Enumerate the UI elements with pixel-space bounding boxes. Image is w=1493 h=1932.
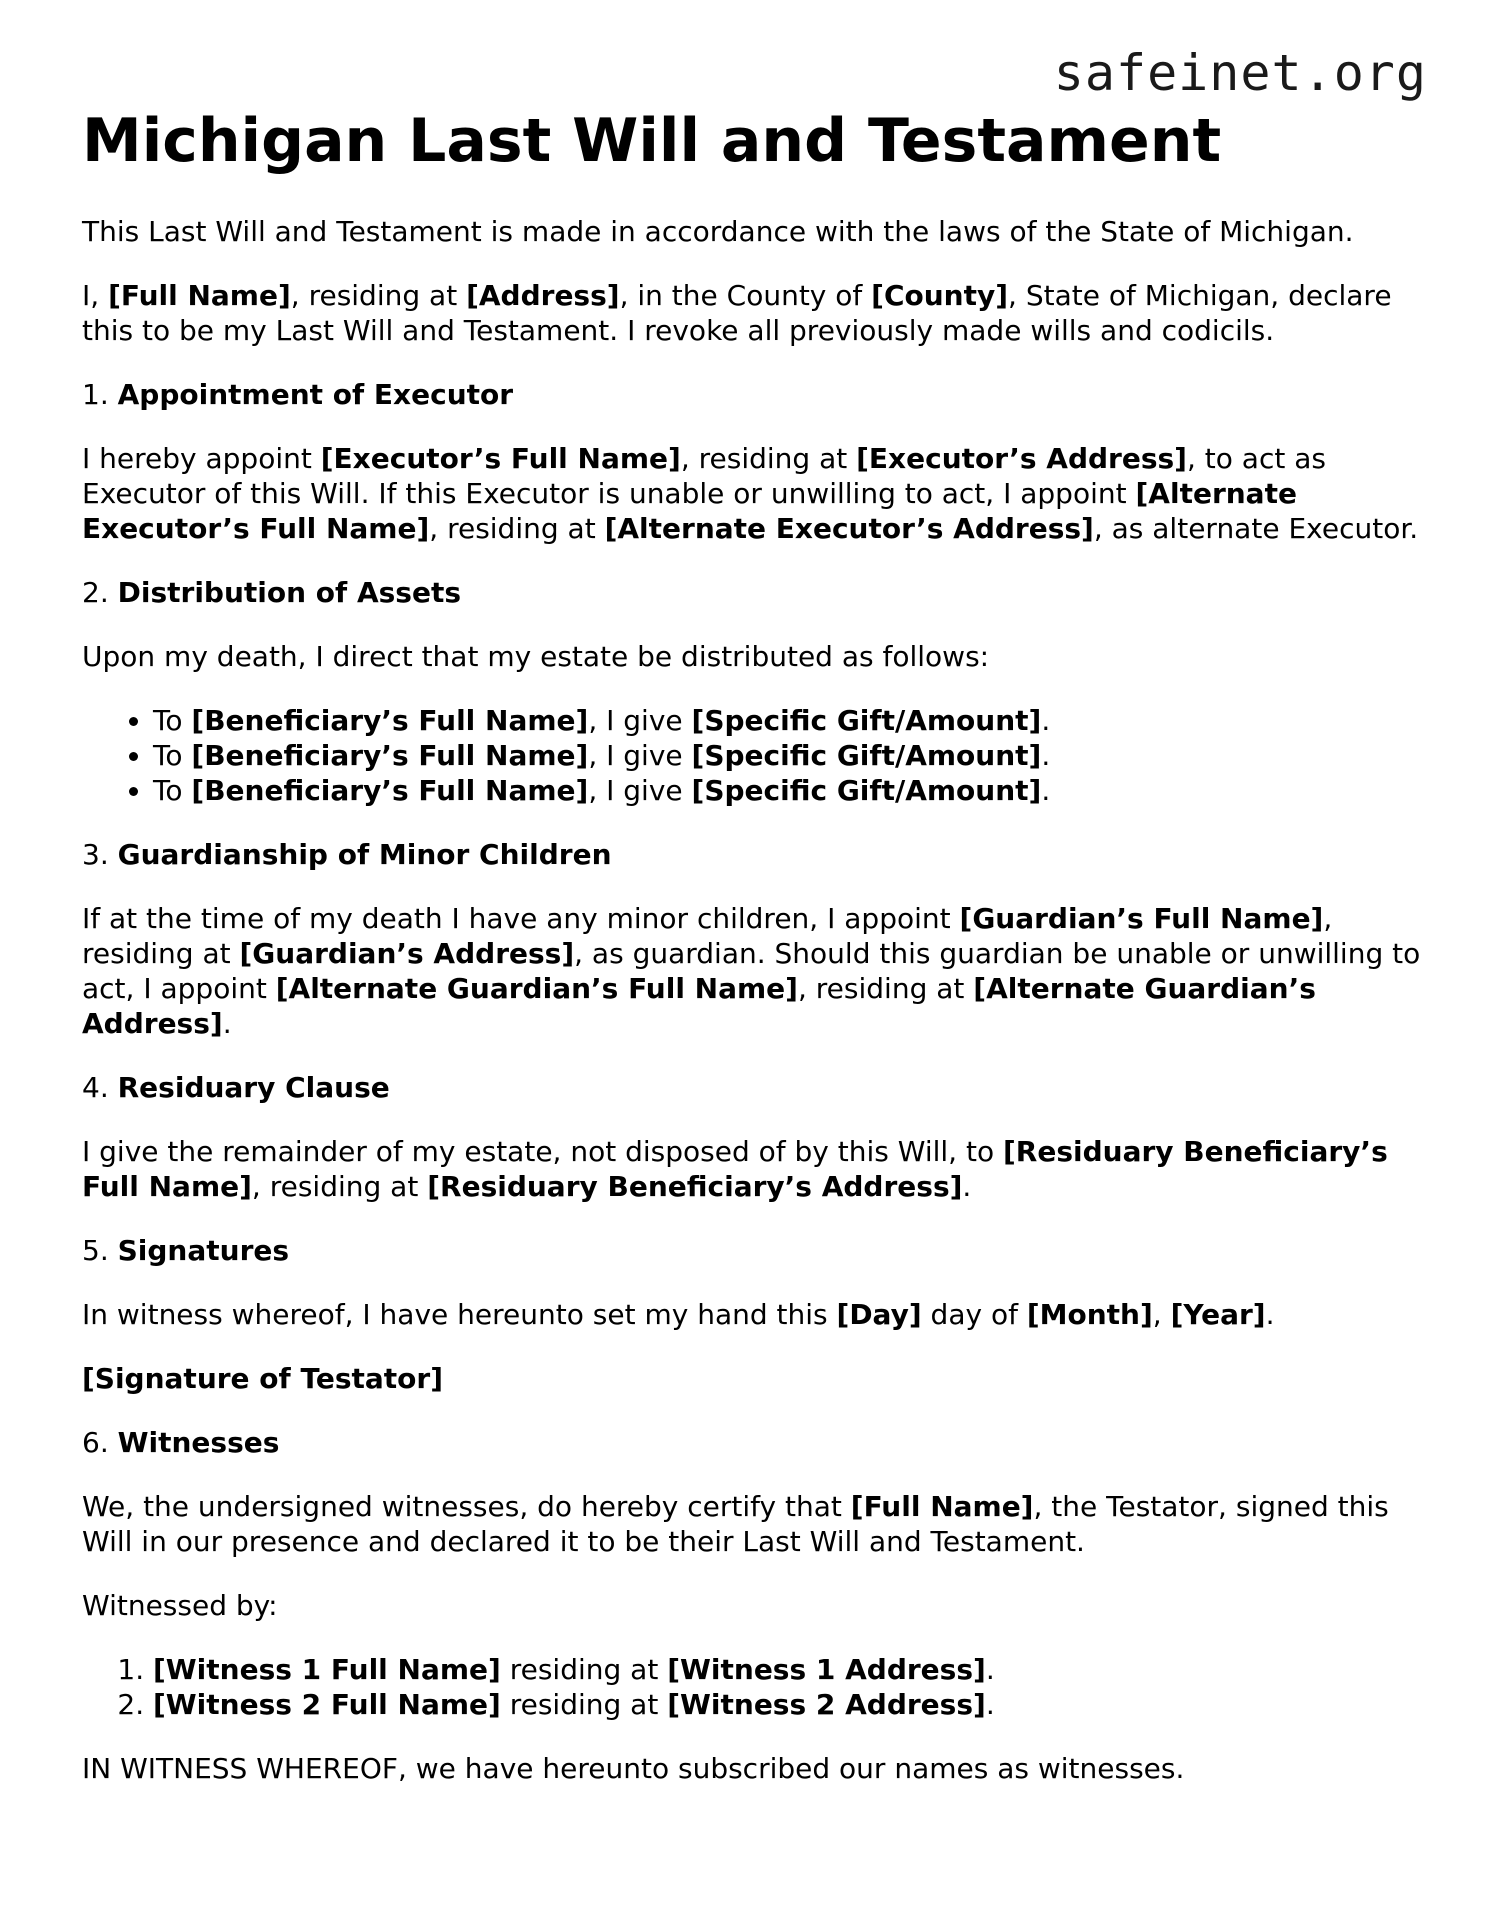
placeholder-testator-name: [Full Name] [850, 1490, 1034, 1523]
guardianship-text: If at the time of my death I have any minor children, I appoint [82, 902, 960, 935]
list-item-text: . [1041, 739, 1051, 772]
declaration-text: I, [82, 279, 109, 312]
declaration-paragraph [82, 278, 1422, 348]
list-item-text: residing at [500, 1688, 668, 1721]
beneficiary-list [82, 703, 1422, 808]
placeholder-month: [Month] [1026, 1298, 1153, 1331]
list-item [153, 703, 1422, 738]
list-item-text: , I give [588, 704, 692, 737]
guardianship-text: , residing at [82, 902, 1333, 970]
document-title: Michigan Last Will and Testament [82, 106, 1222, 176]
list-item-text: , I give [588, 774, 692, 807]
signature-date-paragraph [82, 1297, 1422, 1332]
witness-text: , the Testator, signed this Will in our presence and declared it to be their Last Will and Testament. [82, 1490, 1389, 1558]
placeholder-beneficiary-name: [Beneficiary’s Full Name] [191, 774, 589, 807]
section-title: Appointment of Executor [117, 378, 514, 411]
signature-text: . [1265, 1298, 1275, 1331]
section-title: Guardianship of Minor Children [117, 838, 612, 871]
placeholder-alternate-executor-address: [Alternate Executor’s Address] [604, 512, 1094, 545]
guardianship-text: , as guardian. Should this guardian be unable or unwilling to act, I appoint [82, 937, 1421, 1005]
guardianship-text: , residing at [797, 972, 974, 1005]
section-number: 5. [82, 1234, 118, 1267]
list-item-text: To [153, 739, 192, 772]
placeholder-residuary-beneficiary-address: [Residuary Beneficiary’s Address] [427, 1170, 963, 1203]
list-item-text: To [153, 774, 192, 807]
placeholder-testator-signature: [Signature of Testator] [82, 1362, 444, 1395]
section-title: Residuary Clause [117, 1071, 390, 1104]
section-title: Signatures [117, 1234, 290, 1267]
declaration-text: , residing at [290, 279, 467, 312]
section-heading-residuary [82, 1070, 1422, 1105]
list-item-text: . [1041, 774, 1051, 807]
list-item-text: . [985, 1688, 995, 1721]
section-number: 2. [82, 576, 118, 609]
section-heading-witnesses [82, 1425, 1422, 1460]
witness-certification-paragraph [82, 1489, 1422, 1559]
watermark: safeinet.org [1053, 44, 1427, 102]
section-number: 6. [82, 1426, 118, 1459]
placeholder-executor-address: [Executor’s Address] [856, 442, 1187, 475]
placeholder-witness-address: [Witness 2 Address] [667, 1688, 986, 1721]
placeholder-county: [County] [871, 279, 1009, 312]
signature-text: , [1152, 1298, 1171, 1331]
placeholder-witness-name: [Witness 2 Full Name] [153, 1688, 501, 1721]
placeholder-gift-amount: [Specific Gift/Amount] [691, 739, 1042, 772]
executor-text: , as alternate Executor. [1093, 512, 1419, 545]
placeholder-executor-name: [Executor’s Full Name] [320, 442, 681, 475]
declaration-text: , State of Michigan, declare this to be my Last Will and Testament. I revoke all previously made wills and codicils. [82, 279, 1392, 347]
residuary-text: I give the remainder of my estate, not disposed of by this Will, to [82, 1135, 1003, 1168]
executor-text: , to act as Executor of this Will. If this Executor is unable or unwilling to act, I appoint [82, 442, 1326, 510]
placeholder-year: [Year] [1170, 1298, 1266, 1331]
section-number: 4. [82, 1071, 118, 1104]
executor-text: , residing at [680, 442, 857, 475]
list-item [153, 1687, 1422, 1722]
section-heading-guardianship [82, 837, 1422, 872]
witnessed-by-label: Witnessed by: [82, 1589, 278, 1622]
signature-text: In witness whereof, I have hereunto set my hand this [82, 1298, 837, 1331]
executor-paragraph [82, 441, 1422, 546]
section-title: Distribution of Assets [117, 576, 462, 609]
list-item-text: . [1041, 704, 1051, 737]
document-page [82, 0, 1422, 1786]
placeholder-alternate-guardian-name: [Alternate Guardian’s Full Name] [275, 972, 798, 1005]
placeholder-full-name: [Full Name] [108, 279, 291, 312]
residuary-text: , residing at [251, 1170, 428, 1203]
list-item-text: residing at [500, 1653, 668, 1686]
placeholder-residuary-beneficiary-name: [Residuary Beneficiary’s Full Name] [82, 1135, 1388, 1203]
section-number: 1. [82, 378, 118, 411]
residuary-text: . [962, 1170, 972, 1203]
closing-statement: IN WITNESS WHEREOF, we have hereunto subscribed our names as witnesses. [82, 1752, 1185, 1785]
list-item [153, 773, 1422, 808]
section-number: 3. [82, 838, 118, 871]
witness-list [82, 1652, 1422, 1722]
guardianship-text: . [222, 1007, 232, 1040]
placeholder-alternate-executor-name: [Alternate Executor’s Full Name] [82, 477, 1297, 545]
intro-paragraph: This Last Will and Testament is made in accordance with the laws of the State of Michigan. [82, 215, 1354, 248]
executor-text: , residing at [429, 512, 605, 545]
guardianship-paragraph [82, 901, 1422, 1041]
section-title: Witnesses [117, 1426, 280, 1459]
signature-text: day of [921, 1298, 1027, 1331]
placeholder-witness-address: [Witness 1 Address] [667, 1653, 986, 1686]
placeholder-alternate-guardian-address: [Alternate Guardian’s Address] [82, 972, 1316, 1040]
list-item-text: , I give [588, 739, 692, 772]
witness-text: We, the undersigned witnesses, do hereby certify that [82, 1490, 851, 1523]
list-item [153, 738, 1422, 773]
placeholder-witness-name: [Witness 1 Full Name] [153, 1653, 501, 1686]
placeholder-beneficiary-name: [Beneficiary’s Full Name] [191, 739, 589, 772]
section-heading-signatures [82, 1233, 1422, 1268]
declaration-text: , in the County of [619, 279, 872, 312]
executor-text: I hereby appoint [82, 442, 321, 475]
residuary-paragraph [82, 1134, 1422, 1204]
placeholder-day: [Day] [836, 1298, 922, 1331]
placeholder-guardian-address: [Guardian’s Address] [239, 937, 575, 970]
list-item-text: . [985, 1653, 995, 1686]
distribution-intro: Upon my death, I direct that my estate be distributed as follows: [82, 640, 990, 673]
section-heading-executor [82, 377, 1422, 412]
list-item-text: To [153, 704, 192, 737]
placeholder-gift-amount: [Specific Gift/Amount] [691, 774, 1042, 807]
placeholder-gift-amount: [Specific Gift/Amount] [691, 704, 1042, 737]
placeholder-beneficiary-name: [Beneficiary’s Full Name] [191, 704, 589, 737]
section-heading-distribution [82, 575, 1422, 610]
list-item [153, 1652, 1422, 1687]
placeholder-address: [Address] [466, 279, 620, 312]
placeholder-guardian-name: [Guardian’s Full Name] [959, 902, 1324, 935]
testator-signature-line [82, 1361, 1422, 1396]
